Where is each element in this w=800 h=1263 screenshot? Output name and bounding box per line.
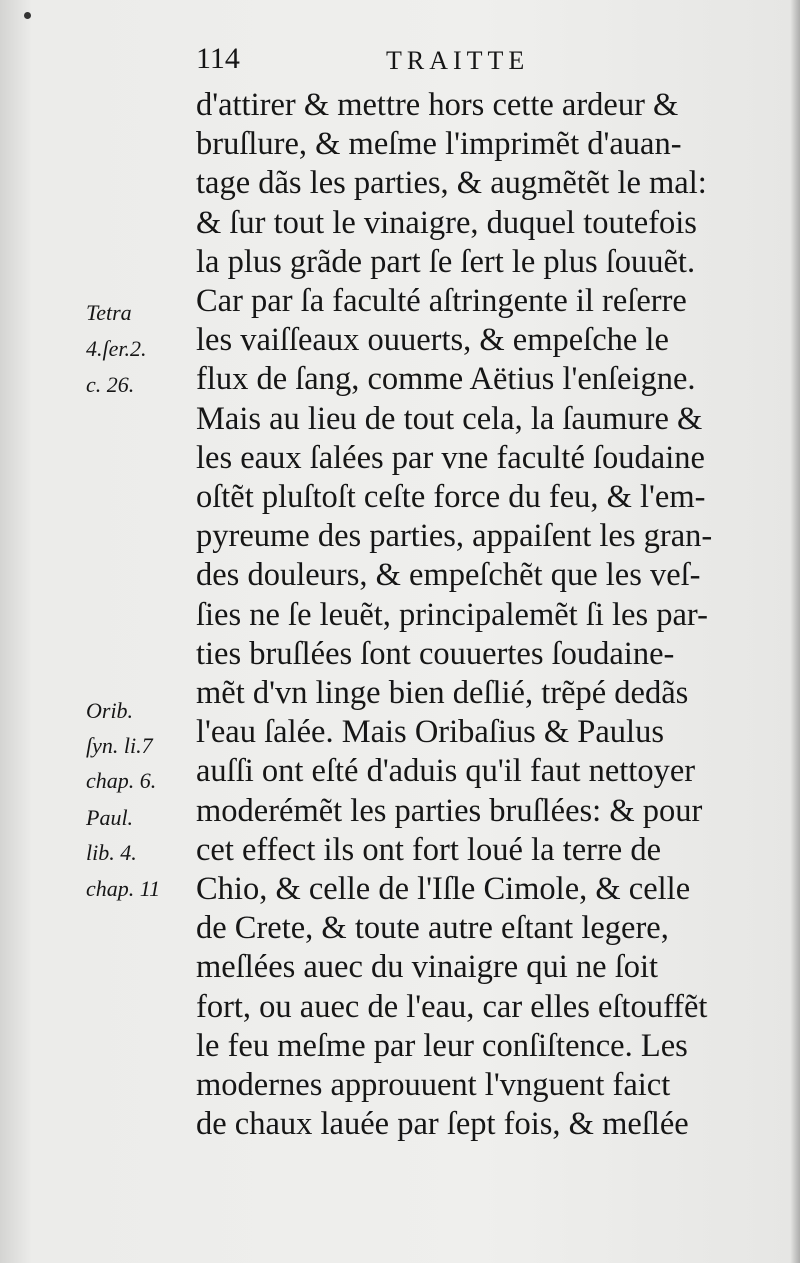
text-line: d'attirer & mettre hors cette ardeur & xyxy=(196,87,679,123)
margin-note: lib. 4. xyxy=(86,840,137,865)
margin-note: Tetra xyxy=(86,300,132,325)
text-line: ties bruſlées ſont couuertes ſoudaine- xyxy=(196,635,675,672)
text-line: auſſi ont eſté d'aduis qu'il faut nettoyer xyxy=(196,753,696,790)
text-line: la plus grãde part ſe ſert le plus ſouuẽt. xyxy=(196,243,696,280)
margin-note: c. 26. xyxy=(86,372,135,397)
text-line: les eaux ſalées par vne faculté ſoudaine xyxy=(196,439,705,476)
text-line: oſtẽt pluſtoſt ceſte force du feu, & l'em- xyxy=(196,479,706,516)
text-line: fort, ou auec de l'eau, car elles eſtouffẽt xyxy=(196,988,708,1025)
text-line: Car par ſa faculté aſtringente il reſerre xyxy=(196,283,687,320)
margin-note: chap. 11 xyxy=(86,876,161,901)
text-line: l'eau ſalée. Mais Oribaſius & Paulus xyxy=(196,714,664,751)
ink-spot xyxy=(24,12,31,19)
margin-note: chap. 6. xyxy=(86,768,157,793)
text-line: modernes approuuent l'vnguent faict xyxy=(196,1067,671,1104)
margin-note: 4.ſer.2. xyxy=(86,336,147,361)
text-line: & ſur tout le vinaigre, duquel toutefois xyxy=(196,204,697,241)
margin-note: ſyn. li.7 xyxy=(86,733,153,758)
text-line: tage dãs les parties, & augmẽtẽt le mal: xyxy=(196,165,707,202)
text-line: flux de ſang, comme Aëtius l'enſeigne. xyxy=(196,361,696,398)
text-line: Mais au lieu de tout cela, la ſaumure & xyxy=(196,400,703,437)
text-line: les vaiſſeaux ouuerts, & empeſche le xyxy=(196,322,669,359)
margin-note: Orib. xyxy=(86,698,134,723)
margin-note: Paul. xyxy=(86,805,134,830)
text-line: meſlées auec du vinaigre qui ne ſoit xyxy=(196,949,659,986)
text-line: de Crete, & toute autre eſtant legere, xyxy=(196,910,669,947)
text-line: moderémẽt les parties bruſlées: & pour xyxy=(196,792,703,829)
text-line: le feu meſme par leur conſiſtence. Les xyxy=(196,1027,688,1064)
text-line: pyreume des parties, appaiſent les gran- xyxy=(196,518,713,555)
text-line: de chaux lauée par ſept fois, & meſlée xyxy=(196,1106,689,1143)
page-number: 114 xyxy=(196,42,240,75)
text-line: Chio, & celle de l'Iſle Cimole, & celle xyxy=(196,871,691,908)
body-text xyxy=(196,86,771,1144)
text-line: ſies ne ſe leuẽt, principalemẽt ſi les par- xyxy=(196,596,708,633)
text-line: mẽt d'vn linge bien deſlié, trẽpé dedãs xyxy=(196,675,689,712)
running-title: TRAITTE xyxy=(386,46,530,75)
page-header xyxy=(196,42,756,86)
text-line: cet effect ils ont fort loué la terre de xyxy=(196,831,662,868)
text-line: des douleurs, & empeſchẽt que les veſ- xyxy=(196,557,701,594)
text-line: bruſlure, & meſme l'imprimẽt d'auan- xyxy=(196,126,682,163)
page-edge-shadow xyxy=(790,0,800,1263)
